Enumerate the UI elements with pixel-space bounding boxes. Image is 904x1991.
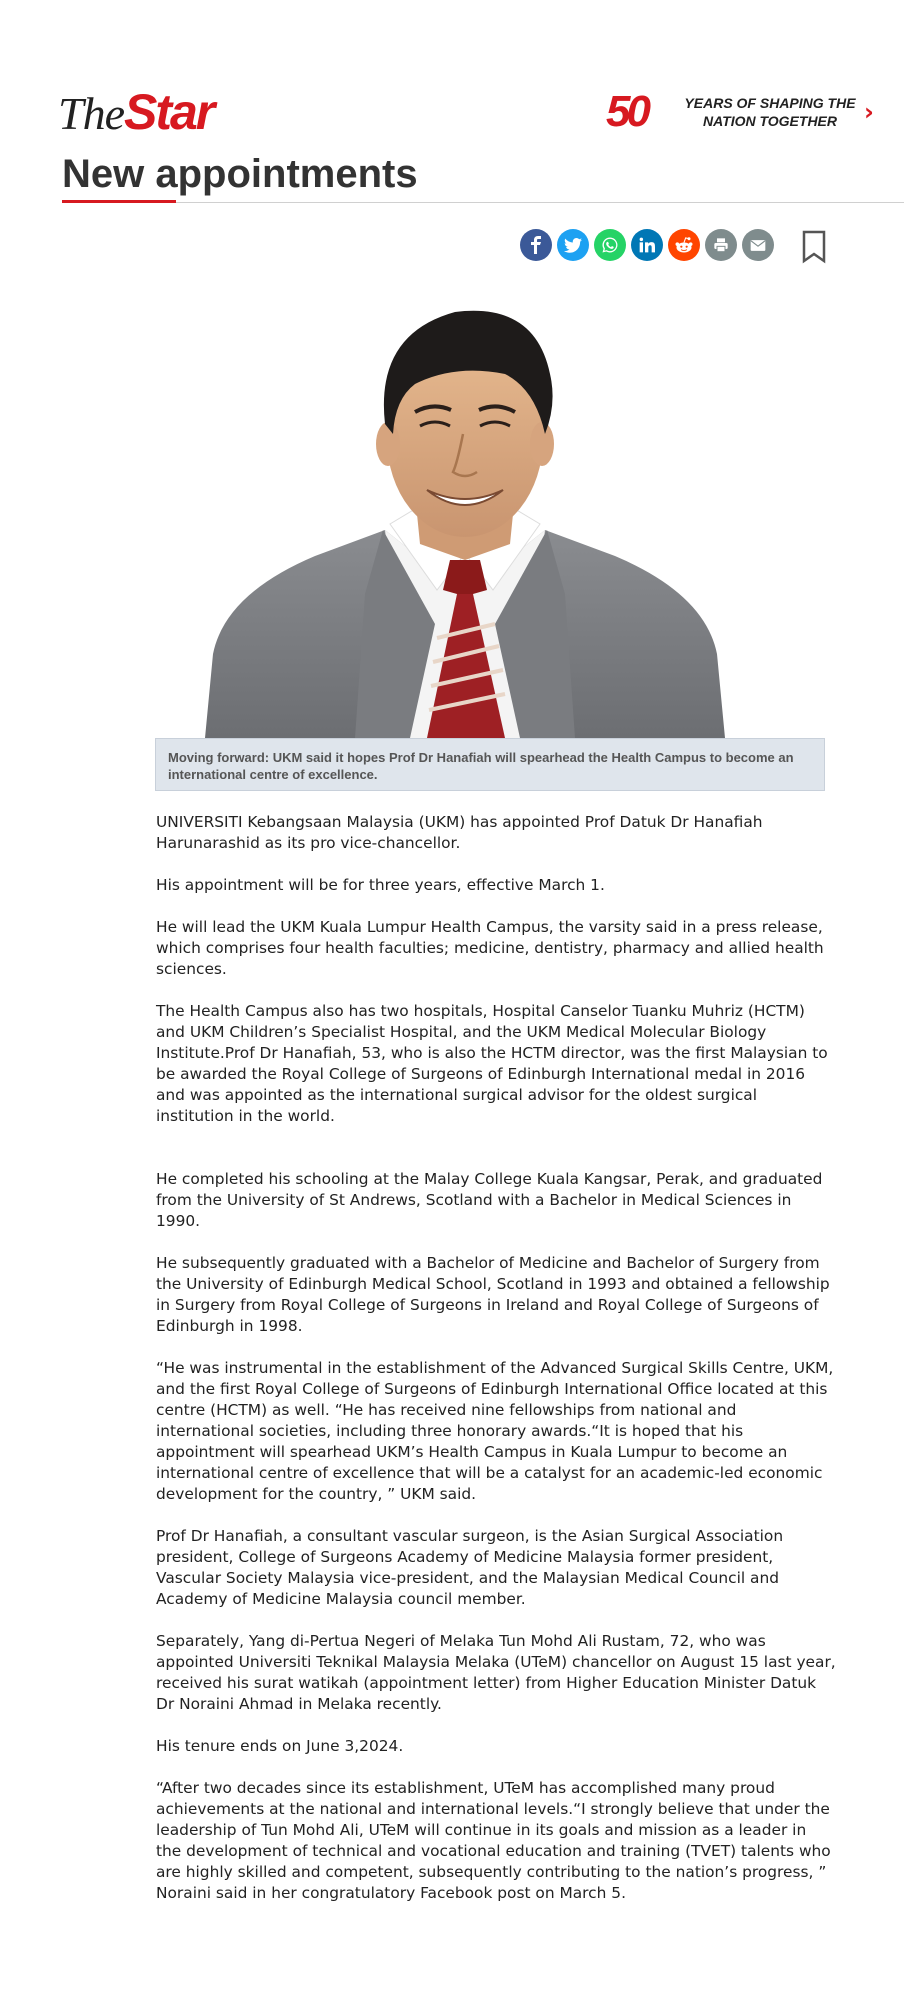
facebook-icon[interactable] [520, 229, 552, 261]
article-paragraph: UNIVERSITI Kebangsaan Malaysia (UKM) has appointed Prof Datuk Dr Hanafiah Harunarashid as its pro vice-chancellor. [156, 813, 763, 852]
logo-star-text: Star [124, 84, 214, 140]
article-paragraph: He subsequently graduated with a Bachelor of Medicine and Bachelor of Surgery from the University of Edinburgh Medical School, Scotland in 1993 and obtained a fellowship in Surgery from Royal College of Surgeons in Ireland and Royal College of Surgeons of Edinburgh in 1998. [156, 1254, 830, 1335]
title-divider [62, 202, 904, 203]
article-paragraph: He will lead the UKM Kuala Lumpur Health Campus, the varsity said in a press release, which comprises four health faculties; medicine, dentistry, pharmacy and allied health sciences. [156, 918, 824, 978]
email-icon[interactable] [742, 229, 774, 261]
anniversary-banner[interactable] [606, 88, 882, 136]
logo-the-text: The [58, 88, 124, 139]
anniversary-tagline-line-2: NATION TOGETHER [702, 113, 838, 129]
article-paragraph: “He was instrumental in the establishment of the Advanced Surgical Skills Centre, UKM, and the first Royal College of Surgeons of Edinburgh International Office located at this centre (HCTM) as well. “He has received nine fellowships from national and international societies, including three honorary awards.“It is hoped that his appointment will spearhead UKM’s Health Campus in Kuala Lumpur to become an international centre of excellence that will be a catalyst for an academic-led economic development for the country, ” UKM said. [156, 1359, 834, 1503]
article-photo [205, 294, 725, 738]
page-title: New appointments [62, 152, 418, 196]
article-paragraph: Separately, Yang di-Pertua Negeri of Melaka Tun Mohd Ali Rustam, 72, who was appointed Universiti Teknikal Malaysia Melaka (UTeM) chancellor on August 15 last year, received his surat watikah (appointment letter) from Higher Education Minister Datuk Dr Noraini Ahmad in Melaka recently. [156, 1632, 836, 1713]
whatsapp-icon[interactable] [594, 229, 626, 261]
article-body [156, 812, 836, 1925]
the-star-logo[interactable] [58, 84, 214, 140]
photo-caption: Moving forward: UKM said it hopes Prof Dr Hanafiah will spearhead the Health Campus to become an international centre of excellence. [155, 738, 825, 791]
share-bar [520, 229, 774, 261]
chevron-right-icon[interactable]: › [864, 98, 874, 126]
print-icon[interactable] [705, 229, 737, 261]
article-paragraph: His tenure ends on June 3,2024. [156, 1737, 404, 1755]
anniversary-tagline [684, 94, 856, 130]
reddit-icon[interactable] [668, 229, 700, 261]
article-paragraph: Prof Dr Hanafiah, a consultant vascular surgeon, is the Asian Surgical Association president, College of Surgeons Academy of Medicine Malaysia former president, Vascular Society Malaysia vice-president, and the Malaysian Medical Council and Academy of Medicine Malaysia council member. [156, 1527, 784, 1608]
anniversary-number: 50 [606, 87, 647, 136]
linkedin-icon[interactable] [631, 229, 663, 261]
twitter-icon[interactable] [557, 229, 589, 261]
article-paragraph: “After two decades since its establishment, UTeM has accomplished many proud achievements at the national and international levels.“I strongly believe that under the leadership of Tun Mohd Ali, UTeM will continue in its goals and mission as a leader in the development of technical and vocational education and training (TVET) talents who are highly skilled and competent, subsequently contributing to the nation’s progress, ” Noraini said in her congratulatory Facebook post on March 5. [156, 1779, 831, 1902]
title-accent-bar [62, 200, 176, 203]
article-paragraph: The Health Campus also has two hospitals, Hospital Canselor Tuanku Muhriz (HCTM) and UKM Children’s Specialist Hospital, and the UKM Medical Molecular Biology Institute.Prof Dr Hanafiah, 53, who is also the HCTM director, was the first Malaysian to be awarded the Royal College of Surgeons of Edinburgh International medal in 2016 and was appointed as the international surgical advisor for the oldest surgical institution in the world. [156, 1002, 828, 1125]
article-paragraph: His appointment will be for three years, effective March 1. [156, 876, 605, 894]
article-paragraph: He completed his schooling at the Malay College Kuala Kangsar, Perak, and graduated from the University of St Andrews, Scotland with a Bachelor in Medical Sciences in 1990. [156, 1170, 823, 1230]
bookmark-icon[interactable] [800, 230, 828, 264]
anniversary-tagline-line-1: YEARS OF SHAPING THE [684, 95, 856, 111]
